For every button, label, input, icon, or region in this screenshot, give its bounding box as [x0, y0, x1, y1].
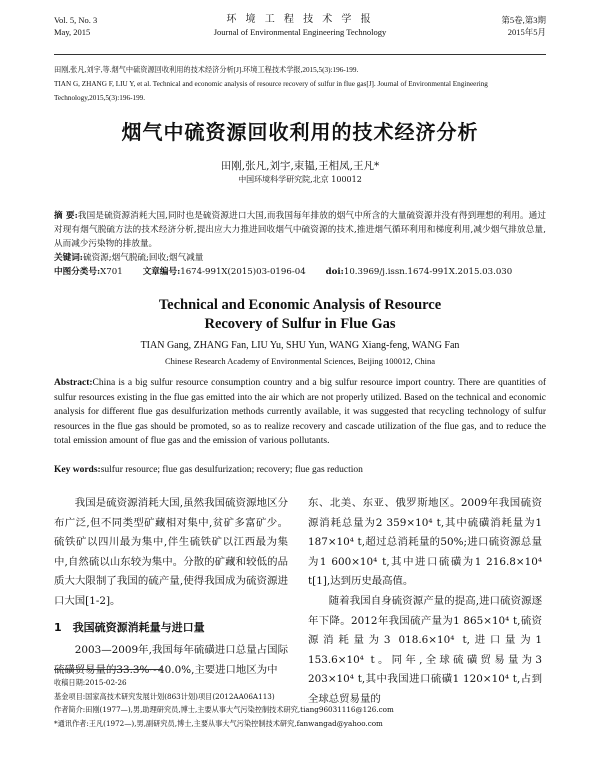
affiliation-cn: 中国环境科学研究院,北京 100012	[238, 175, 362, 184]
affiliation-en: Chinese Research Academy of Environmental Sciences, Beijing 100012, China	[164, 356, 436, 366]
footnote-rule	[54, 669, 162, 670]
body-right-column: 东、北美、东亚、俄罗斯地区。2009年我国硫资源消耗总量为2 359×10⁴ t,其中硫磺消耗量为1 187×10⁴ t,超过总消耗量的50%;进口硫资源总量为1 600×10⁴ t,其中进口硫磺为1 216.8×10⁴ t[1],达到历史最高值。 随着我国自身硫资源产量的提高,进口硫资源逐年下降。2012年我国硫产量为1 865×10⁴ t,硫资源消耗量为3 018.6×10⁴ t,进口量为1 153.6×10⁴ t。同年,全球硫磺贸易量为3 203×10⁴ t,其中我国进口硫磺1 120×10⁴ t,占到全球总贸易量的	[308, 497, 542, 705]
volume-en: Vol. 5, No. 3 May, 2015	[54, 15, 98, 37]
title-cn: 烟气中硫资源回收利用的技术经济分析	[121, 120, 479, 144]
authors-cn: 田刚,张凡,刘宇,束韫,王相凤,王凡*	[220, 160, 380, 172]
body-left-column: 我国是硫资源消耗大国,虽然我国硫资源地区分布广泛,但不同类型矿藏相对集中,贫矿多富矿少。硫铁矿以四川最为集中,伴生硫铁矿以江西最为集中,自然硫以山东较为集中。分散的矿藏和较低的品质大大限制了我国的硫产量,使得我国成为硫资源进口大国[1-2]。 1 我国硫资源消耗量与进口量 2003—2009年,我国每年硫磺进口总量占国际硫磺贸易量的33.3%~40.0%,主要进口地区为中	[54, 497, 288, 676]
citation: 田刚,张凡,刘宇,等.烟气中硫资源回收利用的技术经济分析[J].环境工程技术学报,2015,5(3):196-199. TIAN G, ZHANG F, LIU Y, et al. Technical and economic analysis of resource recovery of sulfur in flue gas[J]. Journal of Environmental Engineering Technology,2015,5(3):196-199.	[54, 66, 488, 102]
abstract-cn: 摘 要:我国是硫资源消耗大国,同时也是硫资源进口大国,而我国每年排放的烟气中所含的大量硫资源并没有得到理想的利用。通过对现有烟气脱硫方法的技术经济分析,提出应大力推进回收烟气中硫资源的技术,推进烟气循环利用和梯度利用,减少烟气排放总量,从而减少污染物的排放量。	[54, 211, 547, 249]
keywords-cn: 关键词:硫资源;烟气脱硫;回收;烟气减量	[54, 253, 204, 263]
title-en: Technical and Economic Analysis of Resource Recovery of Sulfur in Flue Gas	[158, 297, 442, 332]
classification-meta: 中图分类号:X701 文章编号:1674-991X(2015)03-0196-04 doi:10.3969/j.issn.1674-991X.2015.03.030	[54, 267, 513, 277]
header-rule	[54, 54, 546, 55]
abstract-en: Abstract:China is a big sulfur resource consumption country and a big sulfur resource import country. There are quantities of sulfur resources existing in the flue gas emitted into the air which are not properly utilized. Based on the technical and economic analysis for different flue gas desulfurization methods currently available, it was suggested that recycling technology of sulfur resources in the flue gas should be promoted, so as to realize recovery and cascade utilization of the flue gas, and to reduce the total emission amount of flue gas and the emission of various pollutants.	[54, 378, 546, 446]
volume-cn: 第5卷,第3期 2015年5月	[501, 15, 546, 37]
authors-en: TIAN Gang, ZHANG Fan, LIU Yu, SHU Yun, WANG Xiang-feng, WANG Fan	[140, 340, 460, 351]
journal-name: 环 境 工 程 技 术 学 报 Journal of Environmental Engineering Technology	[213, 14, 387, 37]
section-heading: 1 我国硫资源消耗量与进口量	[54, 620, 205, 634]
keywords-en: Key words:sulfur resource; flue gas desulfurization; recovery; flue gas reduction	[54, 465, 363, 475]
footnotes: 收稿日期:2015-02-26 基金项目:国家高技术研究发展计划(863计划)项目(2012AA06A113) 作者简介:田刚(1977—),男,助理研究员,博士,主要从事大气污染控制技术研究,tiang96031116@126.com *通讯作者:王凡(1972—),男,副研究员,博士,主要从事大气污染控制技术研究,fanwangad@yahoo.com	[54, 678, 394, 728]
